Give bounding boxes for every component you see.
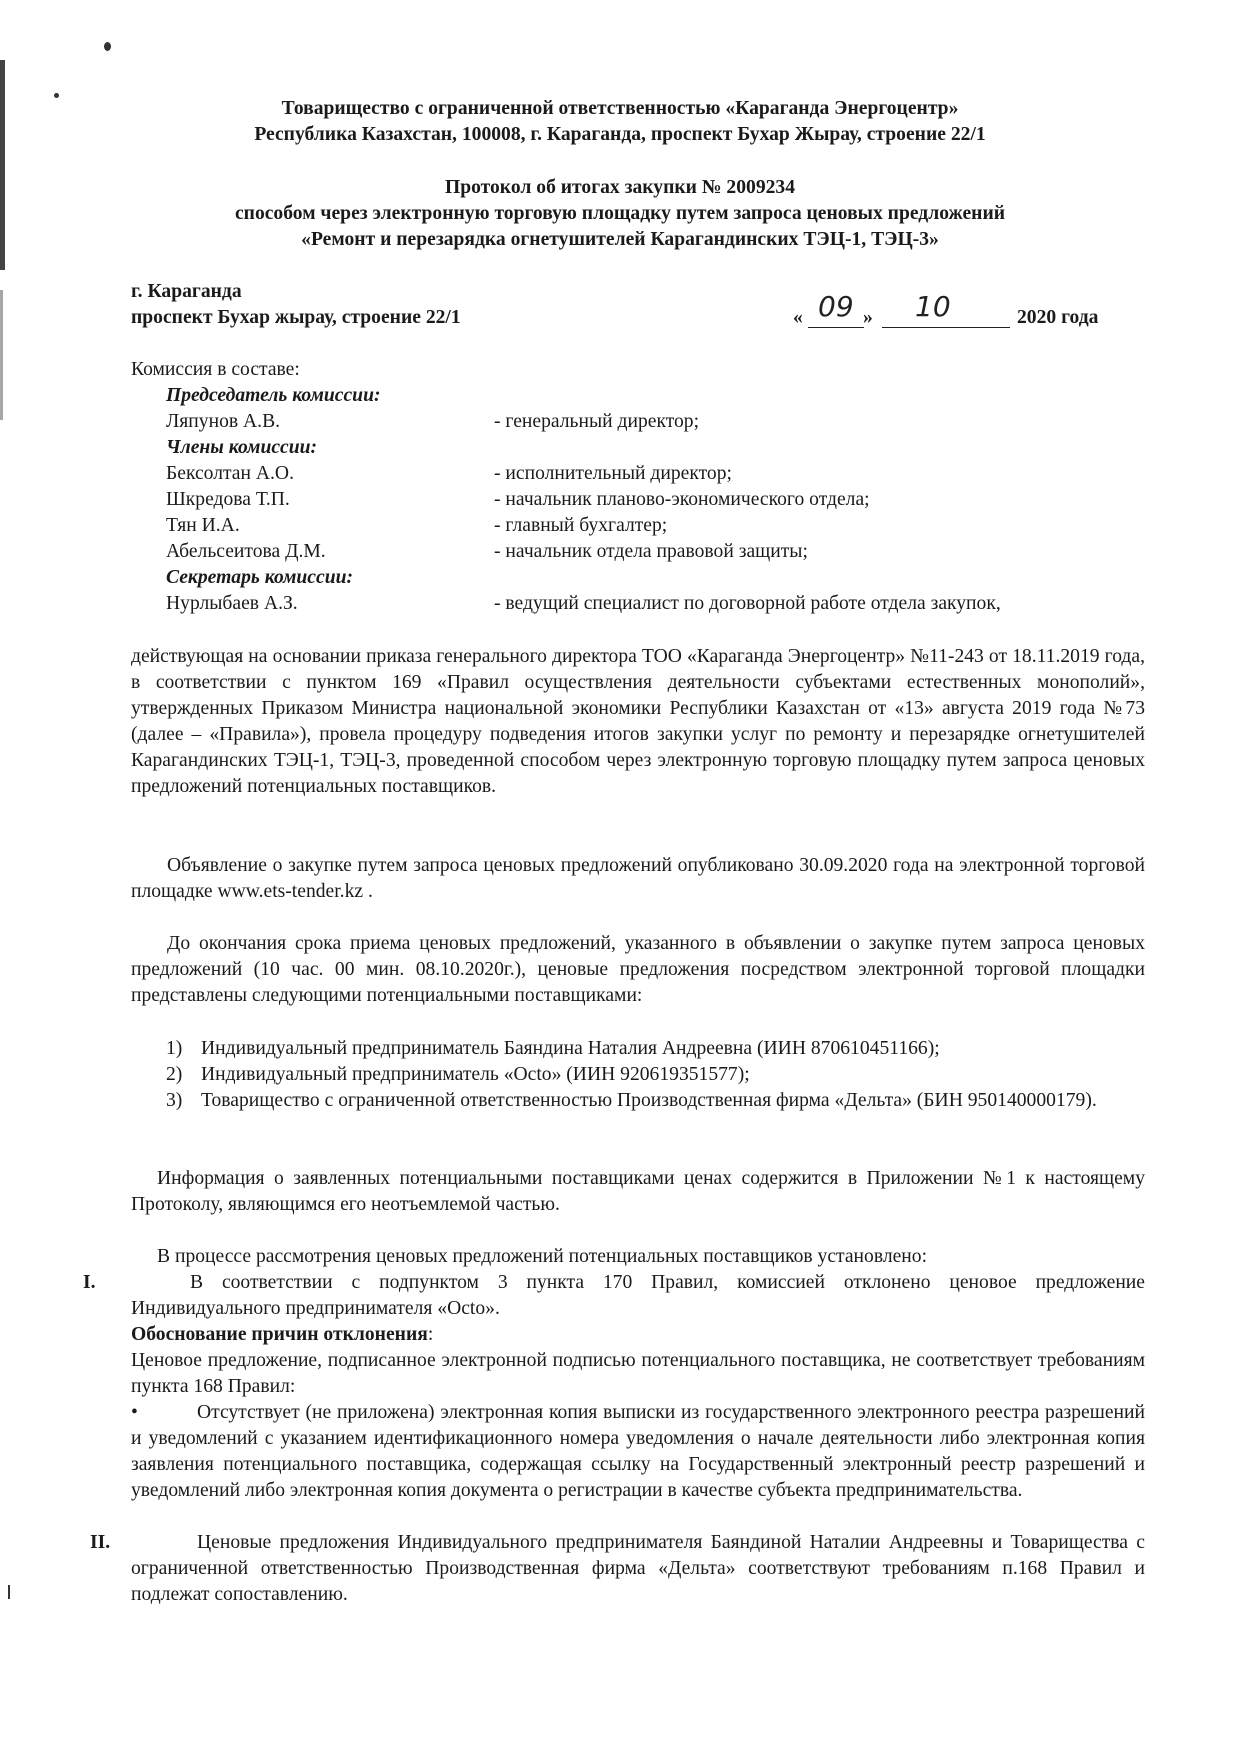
supplier-number: 1) [166,1038,183,1059]
members-heading: Члены комиссии: [166,437,318,458]
chair-name: Ляпунов А.В. [166,411,281,432]
reason-heading-colon: : [427,1324,434,1345]
reason-heading [131,1322,433,1348]
member-name: Шкредова Т.П. [166,489,290,510]
member-name: Абельсеитова Д.М. [166,541,326,562]
scan-edge-mark [0,290,3,420]
reason-text: Ценовое предложение, подписанное электронной подписью потенциального поставщика, не соответствует требованиям пункта 168 Правил: [131,1350,1145,1397]
protocol-subject: «Ремонт и перезарядка огнетушителей Карагандинских ТЭЦ-1, ТЭЦ-3» [301,229,939,250]
paragraph-price-info: Информация о заявленных потенциальными поставщиками ценах содержится в Приложении №1 к настоящему Протоколу, являющимся его неотъемлемой частью. [131,1168,1145,1215]
chair-heading: Председатель комиссии: [166,385,381,406]
org-name: Товарищество с ограниченной ответственностью «Караганда Энергоцентр» [281,98,959,119]
member-role: - начальник планово-экономического отдела; [494,489,870,510]
date-day-line [808,327,864,328]
member-role: - главный бухгалтер; [494,515,668,536]
item-rejection: В соответствии с подпунктом 3 пункта 170 Правил, комиссией отклонено ценовое предложение Индивидуального предпринимателя «Octo». [131,1272,1145,1319]
supplier-item: Товарищество с ограниченной ответственностью Производственная фирма «Дельта» (БИН 950140000179). [201,1090,1097,1111]
protocol-method: способом через электронную торговую площадку путем запроса ценовых предложений [234,203,1006,224]
date-close-quote: » [863,307,873,328]
scan-speck [104,42,111,51]
bullet-mark: • [131,1402,138,1423]
paragraph-submissions: До окончания срока приема ценовых предложений, указанного в объявлении о закупке путем запроса ценовых предложений (10 час. 00 мин. 08.10.2020г.), ценовые предложения посредством электронной торговой площадки представлены следующими потенциальными поставщиками: [131,933,1145,1006]
protocol-title: Протокол об итогах закупки № 2009234 [444,177,796,198]
commission-intro: Комиссия в составе: [131,359,300,380]
supplier-number: 2) [166,1064,183,1085]
date-open-quote: « [793,307,803,328]
member-role: - начальник отдела правовой защиты; [494,541,808,562]
member-role: - исполнительный директор; [494,463,732,484]
supplier-item: Индивидуальный предприниматель Баяндина Наталия Андреевна (ИИН 870610451166); [201,1038,940,1059]
scan-speck [8,1585,10,1599]
secretary-heading: Секретарь комиссии: [166,567,354,588]
supplier-item: Индивидуальный предприниматель «Octo» (ИИН 920619351577); [201,1064,750,1085]
bullet-text: Отсутствует (не приложена) электронная копия выписки из государственного электронного реестра разрешений и уведомлений с указанием идентификационного номера уведомления о начале деятельности либо электронная копия заявления потенциального поставщика, содержащая ссылку на Государственный электронный реестр разрешений и уведомлений либо электронная копия документа о регистрации в качестве субъекта предпринимательства. [131,1402,1145,1501]
date-month-line [882,327,1010,328]
paragraph-announcement: Объявление о закупке путем запроса ценовых предложений опубликовано 30.09.2020 года на электронной торговой площадке www.ets-tender.kz . [131,855,1145,902]
date-month: 10 [915,290,951,323]
date-day: 09 [818,290,854,323]
member-name: Бексолтан А.О. [166,463,294,484]
org-address: Республика Казахстан, 100008, г. Караганда, проспект Бухар Жырау, строение 22/1 [254,124,986,145]
member-name: Тян И.А. [166,515,240,536]
supplier-number: 3) [166,1090,183,1111]
chair-role: - генеральный директор; [494,411,700,432]
place-city: г. Караганда [131,281,242,302]
item-compliance: Ценовые предложения Индивидуального предпринимателя Баяндиной Наталии Андреевны и Товарищества с ограниченной ответственностью Производственная фирма «Дельта» соответствуют требованиям п.168 Правил и подлежат сопоставлению. [131,1532,1145,1605]
paragraph-review-intro: В процессе рассмотрения ценовых предложений потенциальных поставщиков установлено: [157,1246,928,1267]
reason-heading-text: Обоснование причин отклонения [131,1324,428,1345]
item-number-1: I. [83,1272,96,1293]
date-year: 2020 года [1017,307,1099,328]
secretary-role: - ведущий специалист по договорной работе отдела закупок, [494,593,1001,614]
place-street: проспект Бухар жырау, строение 22/1 [131,307,461,328]
secretary-name: Нурлыбаев А.З. [166,593,298,614]
paragraph-basis: действующая на основании приказа генерального директора ТОО «Караганда Энергоцентр» №11-243 от 18.11.2019 года, в соответствии с пунктом 169 «Правил осуществления деятельности субъектами естественных монополий», утвержденных Приказом Министра национальной экономики Республики Казахстан от «13» августа 2019 года №73 (далее – «Правила»), провела процедуру подведения итогов закупки услуг по ремонту и перезарядке огнетушителей Карагандинских ТЭЦ-1, ТЭЦ-3, проведенной способом через электронную торговую площадку путем запроса ценовых предложений потенциальных поставщиков. [131,646,1145,797]
item-number-2: II. [90,1532,111,1553]
